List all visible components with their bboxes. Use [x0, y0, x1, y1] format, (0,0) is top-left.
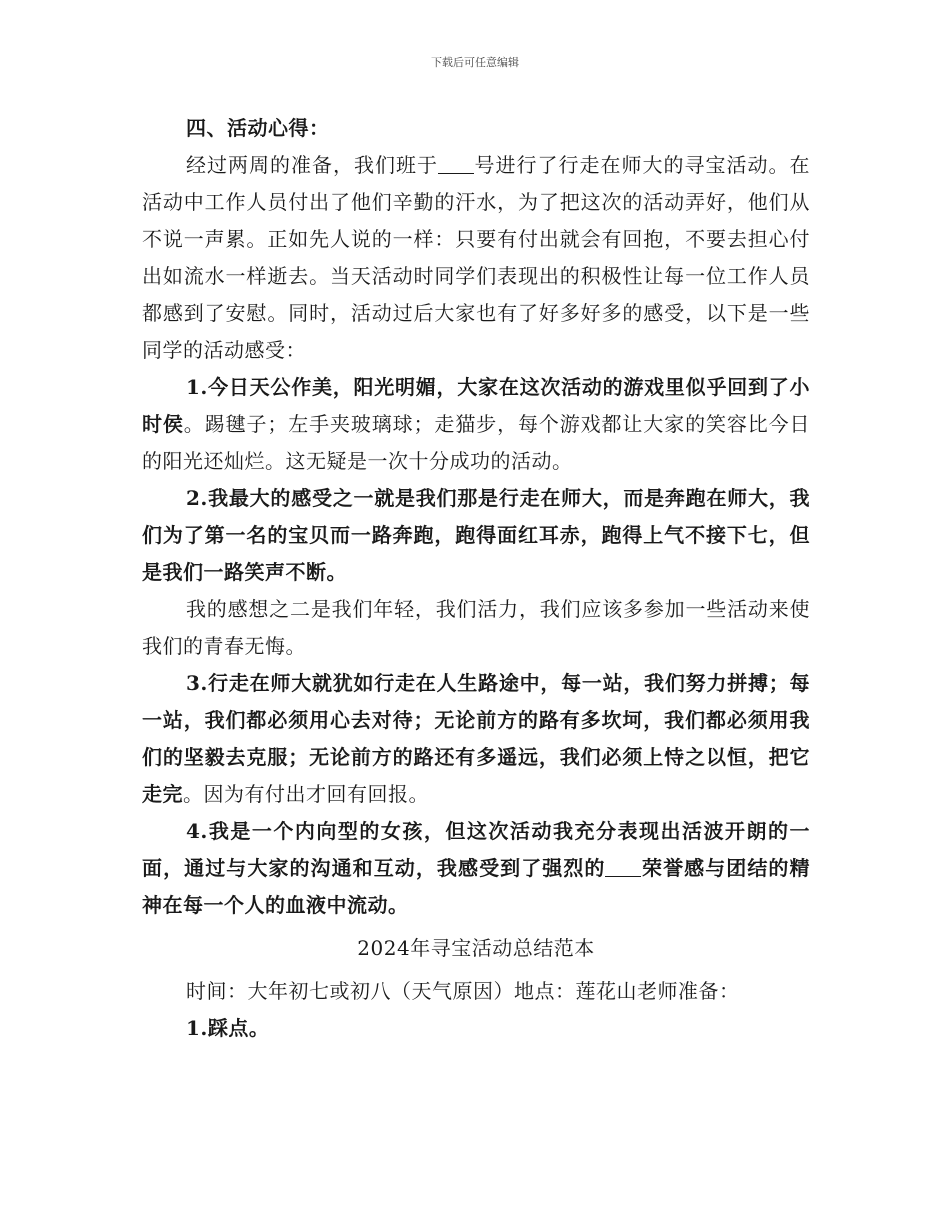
document-body	[142, 110, 810, 1047]
paragraph-thought-2: 我的感想之二是我们年轻，我们活力，我们应该多参加一些活动来使我们的青春无悔。	[142, 597, 810, 658]
intro-text-start: 经过两周的准备，我们班于	[186, 153, 438, 177]
intro-text-rest: 号进行了行走在师大的寻宝活动。在活动中工作人员付出了他们辛勤的汗水，为了把这次的活动弄好，他们从不说一声累。正如先人说的一样：只要有付出就会有回抱，不要去担心付出如流水一样逝去。当天活动时同学们表现出的积极性让每一位工作人员都感到了安慰。同时，活动过后大家也有了好多好多的感受，以下是一些同学的活动感受：	[142, 153, 810, 362]
item-3	[142, 665, 810, 813]
step-1: 1.踩点。	[186, 1016, 270, 1040]
item-4	[142, 813, 810, 924]
paragraph-intro	[142, 147, 810, 369]
item-1	[142, 369, 810, 480]
item-4-start: 4.我是一个内向型的女孩，但这次活动我充分表现出活波开朗的一面，通过与大家的沟通和互动，我感受到了强烈的	[142, 819, 810, 880]
info-line: 时间：大年初七或初八（天气原因）地点：莲花山老师准备：	[186, 979, 740, 1003]
item-2: 2.我最大的感受之一就是我们那是行走在师大，而是奔跑在师大，我们为了第一名的宝贝而一路奔跑，跑得面红耳赤，跑得上气不接下七，但是我们一路笑声不断。	[142, 486, 810, 584]
item-4-rest: 荣誉感与团结的精神在每一个人的血液中流动。	[142, 856, 811, 917]
item-1-bold: 1.今日天公作美，阳光明媚，大家在这次活动的游戏里似乎回到了小时侯	[142, 375, 810, 436]
page-header: 下载后可任意编辑	[431, 56, 519, 69]
item-3-bold: 3.行走在师大就犹如行走在人生路途中，每一站，我们努力拼搏；每一站，我们都必须用心去对待；无论前方的路有多坎坷，我们都必须用我们的坚毅去克服；无论前方的路还有多遥远，我们必须上恃之以恒，把它走完	[142, 671, 810, 806]
document-title: 2024年寻宝活动总结范本	[357, 936, 595, 960]
blank-underline	[438, 155, 474, 174]
section-heading: 四、活动心得：	[186, 116, 330, 140]
item-1-rest: 。踢毽子；左手夹玻璃球；走猫步，每个游戏都让大家的笑容比今日的阳光还灿烂。这无疑是一次十分成功的活动。	[142, 412, 811, 473]
item-3-rest: 。因为有付出才回有回报。	[183, 782, 429, 806]
blank-underline	[605, 858, 641, 877]
